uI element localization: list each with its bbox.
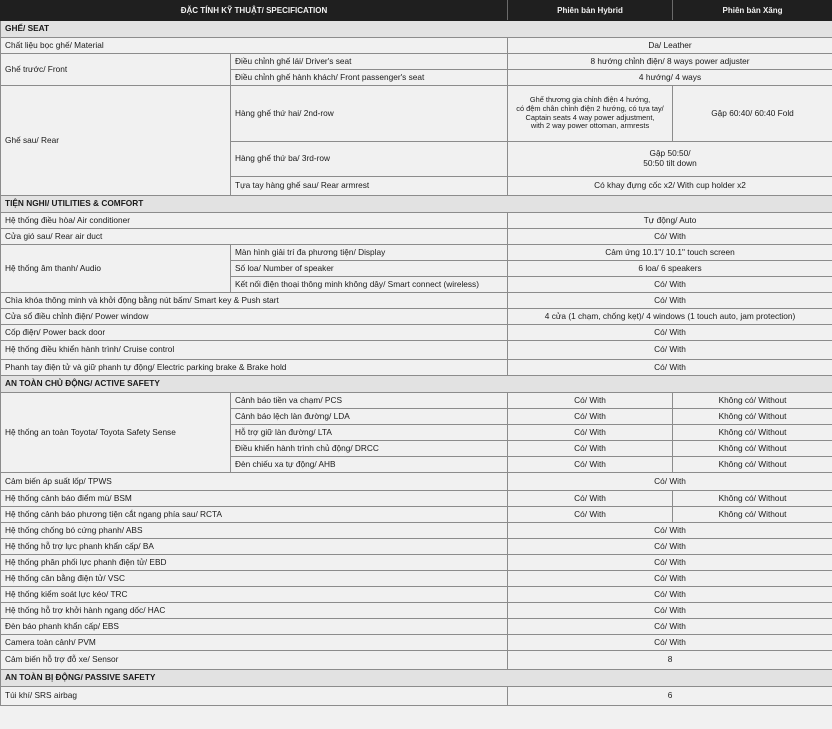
row-label: Cảnh báo lệch làn đường/ LDA	[231, 409, 508, 425]
row-label: Camera toàn cảnh/ PVM	[1, 635, 508, 651]
row-label: Hệ thống cảnh báo điểm mù/ BSM	[1, 491, 508, 507]
table-row	[1, 293, 832, 309]
header-spec: ĐẶC TÍNH KỸ THUẬT/ SPECIFICATION	[1, 1, 508, 21]
section-seat	[1, 21, 832, 38]
row-value: 6 loa/ 6 speakers	[508, 261, 832, 277]
row-label: Hệ thống kiểm soát lực kéo/ TRC	[1, 587, 508, 603]
row-value: Có/ With	[508, 473, 832, 491]
row-value-gasoline: Gập 60:40/ 60:40 Fold	[673, 86, 832, 142]
section-title: GHẾ/ SEAT	[1, 21, 832, 38]
row-value-gasoline: Không có/ Without	[673, 409, 832, 425]
group-label: Hệ thống âm thanh/ Audio	[1, 245, 231, 293]
row-label: Đèn chiếu xa tự động/ AHB	[231, 457, 508, 473]
row-value: Có/ With	[508, 587, 832, 603]
header-gasoline: Phiên bản Xăng	[673, 1, 832, 21]
row-value: Có/ With	[508, 523, 832, 539]
row-value-gasoline: Không có/ Without	[673, 507, 832, 523]
table-row	[1, 587, 832, 603]
row-label: Hệ thống cân bằng điện tử/ VSC	[1, 571, 508, 587]
row-label: Hàng ghế thứ hai/ 2nd-row	[231, 86, 508, 142]
table-row	[1, 229, 832, 245]
row-label: Đèn báo phanh khẩn cấp/ EBS	[1, 619, 508, 635]
row-label: Hệ thống cảnh báo phương tiện cắt ngang phía sau/ RCTA	[1, 507, 508, 523]
table-row	[1, 523, 832, 539]
row-label: Hệ thống điều khiển hành trình/ Cruise control	[1, 341, 508, 360]
row-value: 6	[508, 687, 832, 706]
table-row	[1, 539, 832, 555]
text-line: Ghế thương gia chỉnh điện 4 hướng,	[529, 94, 651, 104]
row-label: Tựa tay hàng ghế sau/ Rear armrest	[231, 177, 508, 196]
row-value-hybrid: Có/ With	[508, 441, 673, 457]
table-row	[1, 393, 832, 409]
table-row	[1, 360, 832, 376]
row-value: 8	[508, 651, 832, 670]
row-label: Túi khí/ SRS airbag	[1, 687, 508, 706]
row-value: Cảm ứng 10.1"/ 10.1" touch screen	[508, 245, 832, 261]
table-row	[1, 635, 832, 651]
section-passive-safety	[1, 670, 832, 687]
row-value: Có/ With	[508, 341, 832, 360]
row-value: 8 hướng chỉnh điện/ 8 ways power adjuster	[508, 54, 832, 70]
row-value-hybrid: Có/ With	[508, 409, 673, 425]
group-label: Hệ thống an toàn Toyota/ Toyota Safety Sense	[1, 393, 231, 473]
row-value	[508, 142, 832, 177]
table-row	[1, 507, 832, 523]
row-label: Điều chỉnh ghế hành khách/ Front passenger's seat	[231, 70, 508, 86]
row-value: 4 cửa (1 chạm, chống kẹt)/ 4 windows (1 touch auto, jam protection)	[508, 309, 832, 325]
group-label: Ghế trước/ Front	[1, 54, 231, 86]
row-value: Có/ With	[508, 603, 832, 619]
section-active-safety	[1, 376, 832, 393]
row-label: Hệ thống hỗ trợ khởi hành ngang dốc/ HAC	[1, 603, 508, 619]
header-hybrid: Phiên bản Hybrid	[508, 1, 673, 21]
row-label: Cốp điện/ Power back door	[1, 325, 508, 341]
row-label: Số loa/ Number of speaker	[231, 261, 508, 277]
row-value-gasoline: Không có/ Without	[673, 491, 832, 507]
row-label: Điều chỉnh ghế lái/ Driver's seat	[231, 54, 508, 70]
row-value-gasoline: Không có/ Without	[673, 441, 832, 457]
row-value: Có/ With	[508, 555, 832, 571]
row-value: Có/ With	[508, 325, 832, 341]
row-label: Cảnh báo tiền va chạm/ PCS	[231, 393, 508, 409]
row-value: Có/ With	[508, 539, 832, 555]
text-line: Captain seats 4 way power adjustment,	[525, 112, 655, 122]
row-value: 4 hướng/ 4 ways	[508, 70, 832, 86]
row-label: Cảm biến áp suất lốp/ TPWS	[1, 473, 508, 491]
row-label: Chìa khóa thông minh và khởi động bằng nút bấm/ Smart key & Push start	[1, 293, 508, 309]
row-value: Có/ With	[508, 277, 832, 293]
row-value-gasoline: Không có/ Without	[673, 425, 832, 441]
row-value: Có/ With	[508, 619, 832, 635]
text-line: có đệm chân chỉnh điện 2 hướng, có tựa tay/	[516, 103, 664, 113]
table-row	[1, 571, 832, 587]
row-value: Da/ Leather	[508, 38, 832, 54]
row-label: Chất liệu bọc ghế/ Material	[1, 38, 508, 54]
row-value-hybrid: Có/ With	[508, 393, 673, 409]
table-row	[1, 651, 832, 670]
row-value: Có/ With	[508, 635, 832, 651]
table-row	[1, 491, 832, 507]
table-row	[1, 341, 832, 360]
row-label: Hỗ trợ giữ làn đường/ LTA	[231, 425, 508, 441]
table-row	[1, 38, 832, 54]
table-row	[1, 619, 832, 635]
row-value-gasoline: Không có/ Without	[673, 393, 832, 409]
text-line: Gập 50:50/	[649, 148, 691, 159]
section-title: AN TOÀN BỊ ĐỘNG/ PASSIVE SAFETY	[1, 670, 832, 687]
row-label: Hàng ghế thứ ba/ 3rd-row	[231, 142, 508, 177]
row-label: Cửa gió sau/ Rear air duct	[1, 229, 508, 245]
row-value-hybrid: Có/ With	[508, 507, 673, 523]
table-row	[1, 213, 832, 229]
table-row	[1, 309, 832, 325]
row-value: Có khay đựng cốc x2/ With cup holder x2	[508, 177, 832, 196]
section-title: AN TOÀN CHỦ ĐỘNG/ ACTIVE SAFETY	[1, 376, 832, 393]
text-line: 50:50 tilt down	[643, 158, 697, 168]
row-value: Có/ With	[508, 571, 832, 587]
row-label: Kết nối điện thoại thông minh không dây/ Smart connect (wireless)	[231, 277, 508, 293]
section-title: TIỆN NGHI/ UTILITIES & COMFORT	[1, 196, 832, 213]
table-row	[1, 245, 832, 261]
row-value-hybrid	[508, 86, 673, 142]
row-value-hybrid: Có/ With	[508, 457, 673, 473]
row-label: Hệ thống hỗ trợ lực phanh khẩn cấp/ BA	[1, 539, 508, 555]
row-label: Màn hình giải trí đa phương tiện/ Display	[231, 245, 508, 261]
table-header	[1, 1, 832, 21]
row-value: Có/ With	[508, 293, 832, 309]
row-label: Hệ thống chống bó cứng phanh/ ABS	[1, 523, 508, 539]
row-value: Có/ With	[508, 229, 832, 245]
row-label: Cảm biến hỗ trợ đỗ xe/ Sensor	[1, 651, 508, 670]
section-comfort	[1, 196, 832, 213]
row-label: Hệ thống phân phối lực phanh điện tử/ EBD	[1, 555, 508, 571]
row-value: Tự động/ Auto	[508, 213, 832, 229]
table-row	[1, 325, 832, 341]
row-value: Có/ With	[508, 360, 832, 376]
row-value-hybrid: Có/ With	[508, 425, 673, 441]
row-label: Phanh tay điện tử và giữ phanh tự động/ Electric parking brake & Brake hold	[1, 360, 508, 376]
row-label: Hệ thống điều hòa/ Air conditioner	[1, 213, 508, 229]
table-row	[1, 687, 832, 706]
table-row	[1, 473, 832, 491]
group-label: Ghế sau/ Rear	[1, 86, 231, 196]
row-label: Điều khiển hành trình chủ động/ DRCC	[231, 441, 508, 457]
table-row	[1, 86, 832, 142]
table-row	[1, 54, 832, 70]
table-row	[1, 603, 832, 619]
row-value-gasoline: Không có/ Without	[673, 457, 832, 473]
table-row	[1, 555, 832, 571]
row-label: Cửa sổ điều chỉnh điện/ Power window	[1, 309, 508, 325]
row-value-hybrid: Có/ With	[508, 491, 673, 507]
text-line: with 2 way power ottoman, armrests	[530, 121, 650, 131]
